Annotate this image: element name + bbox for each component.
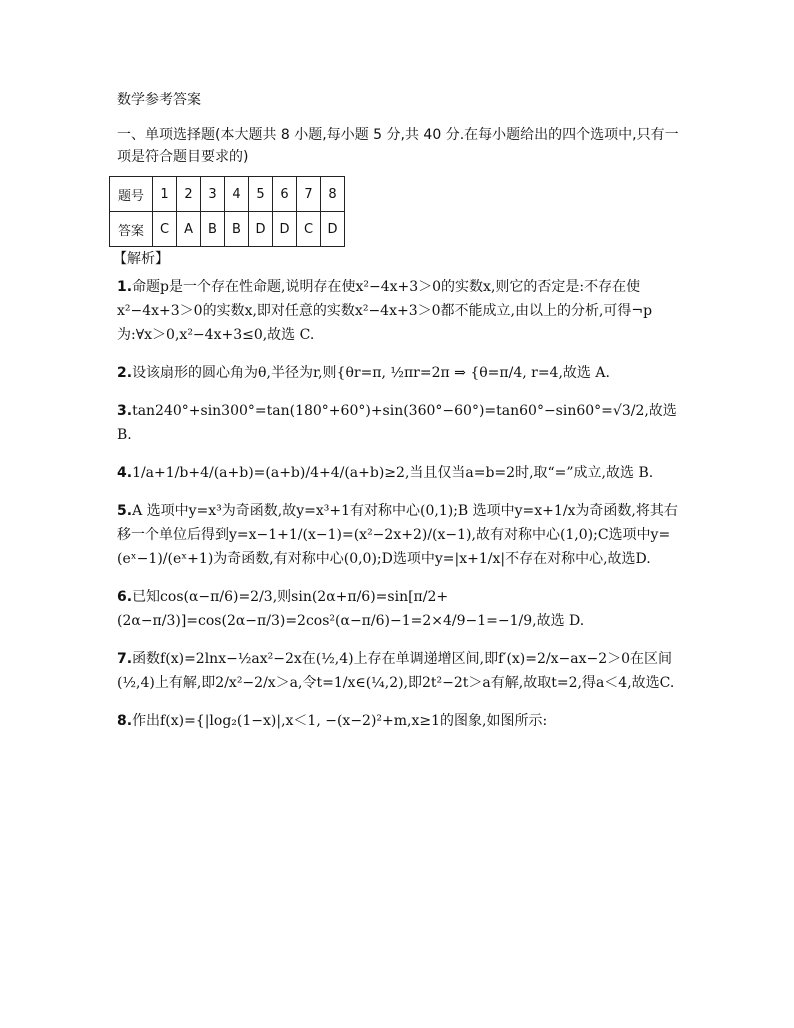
- item-text: 已知cos(α−π/6)=2/3,则sin(2α+π/6)=sin[π/2+(2α−π/3)]=cos(2α−π/3)=2cos²(α−π/6)−1=2×4/9−1=−1/9,故选 D.: [117, 589, 585, 629]
- table-row: [110, 212, 345, 247]
- item-number: 4.: [117, 465, 133, 481]
- table-cell: C: [297, 212, 321, 247]
- row-label: 题号: [110, 177, 153, 212]
- item-text: A 选项中y=x³为奇函数,故y=x³+1有对称中心(0,1);B 选项中y=x+1/x为奇函数,将其右移一个单位后得到y=x−1+1/(x−1)=(x²−2x+2)/(x−1),故有对称中心(1,0);C选项中y=(eˣ−1)/(eˣ+1)为奇函数,有对称中心(0,0);D选项中y=|x+1/x|不存在对称中心,故选D.: [117, 503, 678, 567]
- item-number: 5.: [117, 503, 133, 519]
- table-cell: 8: [321, 177, 345, 212]
- solution-item-3: [117, 399, 682, 447]
- item-text: tan240°+sin300°=tan(180°+60°)+sin(360°−60°)=tan60°−sin60°=√3/2,故选 B.: [117, 403, 682, 443]
- page-title: 数学参考答案: [117, 92, 201, 108]
- solution-item-1: [117, 275, 682, 347]
- item-text: 作出f(x)={|log₂(1−x)|,x＜1, −(x−2)²+m,x≥1的图象,如图所示:: [132, 713, 548, 729]
- table-cell: 4: [225, 177, 249, 212]
- solution-item-7: [117, 647, 682, 695]
- solution-item-4: [117, 461, 682, 485]
- item-text: 设该扇形的圆心角为θ,半径为r,则{θr=π, ½πr=2π ⇒ {θ=π/4, r=4,故选 A.: [132, 365, 610, 381]
- table-cell: B: [201, 212, 225, 247]
- section-heading: 一、单项选择题(本大题共 8 小题,每小题 5 分,共 40 分.在每小题给出的四个选项中,只有一项是符合题目要求的): [117, 127, 679, 165]
- item-text: 命题p是一个存在性命题,说明存在使x²−4x+3＞0的实数x,则它的否定是:不存在使x²−4x+3＞0的实数x,即对任意的实数x²−4x+3＞0都不能成立,由以上的分析,可得¬p为:∀x＞0,x²−4x+3≤0,故选 C.: [117, 279, 653, 343]
- solution-item-6: [117, 585, 682, 633]
- table-cell: 5: [249, 177, 273, 212]
- table-cell: D: [321, 212, 345, 247]
- solution-item-8: [117, 709, 682, 733]
- row-label: 答案: [110, 212, 153, 247]
- item-number: 7.: [117, 651, 133, 667]
- item-number: 3.: [117, 403, 133, 419]
- table-cell: 6: [273, 177, 297, 212]
- answer-document: [113, 90, 682, 747]
- table-cell: 7: [297, 177, 321, 212]
- item-number: 8.: [117, 713, 133, 729]
- item-number: 2.: [117, 365, 133, 381]
- answer-table: [109, 176, 345, 247]
- table-cell: 2: [177, 177, 201, 212]
- table-cell: B: [225, 212, 249, 247]
- table-cell: 1: [153, 177, 177, 212]
- table-cell: A: [177, 212, 201, 247]
- item-text: 1/a+1/b+4/(a+b)=(a+b)/4+4/(a+b)≥2,当且仅当a=b=2时,取“=”成立,故选 B.: [132, 465, 654, 481]
- item-number: 1.: [117, 279, 133, 295]
- table-cell: 3: [201, 177, 225, 212]
- table-cell: C: [153, 212, 177, 247]
- item-number: 6.: [117, 589, 133, 605]
- analysis-label: 【解析】: [113, 251, 169, 267]
- item-text: 函数f(x)=2lnx−½ax²−2x在(½,4)上存在单调递增区间,即f′(x)=2/x−ax−2＞0在区间(½,4)上有解,即2/x²−2/x＞a,令t=1/x∈(¼,2),即2t²−2t＞a有解,故取t=2,得a＜4,故选C.: [117, 651, 675, 691]
- table-cell: D: [273, 212, 297, 247]
- solution-item-5: [117, 499, 682, 571]
- solution-item-2: [117, 361, 682, 385]
- table-cell: D: [249, 212, 273, 247]
- table-row: [110, 177, 345, 212]
